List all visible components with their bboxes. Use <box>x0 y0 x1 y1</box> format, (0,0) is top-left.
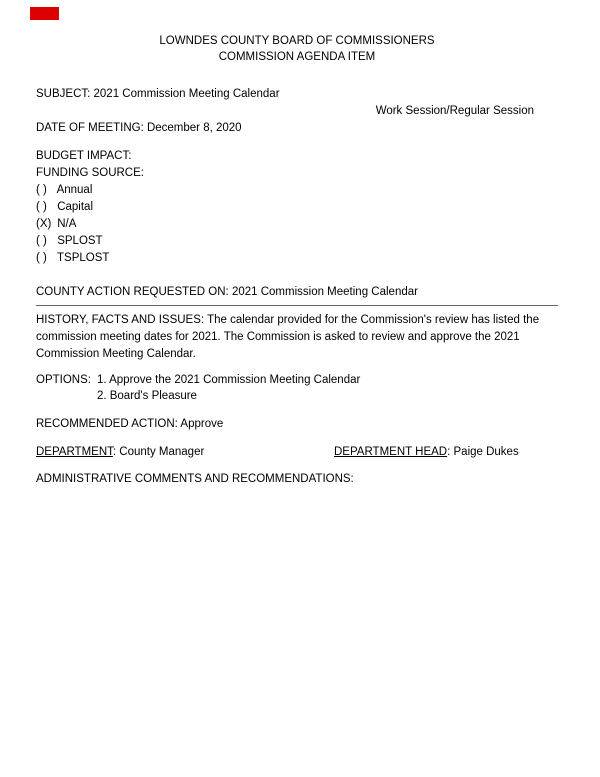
budget-impact-line: BUDGET IMPACT: <box>36 150 132 162</box>
funding-option-label: SPLOST <box>57 235 103 247</box>
session-type-line: Work Session/Regular Session <box>375 105 534 117</box>
funding-option-tsplost <box>36 250 558 267</box>
funding-option-label: TSPLOST <box>57 252 110 264</box>
red-marker-box <box>30 7 59 20</box>
options-list <box>97 372 360 404</box>
department-head-value: : Paige Dukes <box>447 446 519 458</box>
checkbox-mark-checked: (X) <box>36 218 52 230</box>
options-block <box>36 372 558 404</box>
funding-option-splost <box>36 233 558 250</box>
option-item-1: 1. Approve the 2021 Commission Meeting Calendar <box>96 374 361 386</box>
funding-option-capital <box>36 199 558 216</box>
funding-option-annual <box>36 182 558 199</box>
department-head-field <box>334 444 519 461</box>
department-head-label: DEPARTMENT HEAD <box>334 446 448 458</box>
checkbox-mark: ( ) <box>36 184 47 196</box>
history-facts-issues: HISTORY, FACTS AND ISSUES: The calendar provided for the Commission's review has listed the commission meeting dates for 2021. The Commission is asked to review and approve the 2021 Commission Meeting Calendar. <box>36 314 540 360</box>
county-action-line: COUNTY ACTION REQUESTED ON: 2021 Commission Meeting Calendar <box>36 284 558 306</box>
checkbox-mark: ( ) <box>36 235 47 247</box>
department-field <box>36 444 334 461</box>
subject-line: SUBJECT: 2021 Commission Meeting Calendar <box>36 88 280 100</box>
funding-option-label: N/A <box>57 218 77 230</box>
date-of-meeting-line: DATE OF MEETING: December 8, 2020 <box>36 122 242 134</box>
funding-option-label: Annual <box>56 184 93 196</box>
funding-option-label: Capital <box>57 201 94 213</box>
checkbox-mark: ( ) <box>36 201 47 213</box>
department-row <box>36 444 558 461</box>
funding-option-na <box>36 216 558 233</box>
title-line-2: COMMISSION AGENDA ITEM <box>218 51 376 63</box>
administrative-comments-line: ADMINISTRATIVE COMMENTS AND RECOMMENDATIONS: <box>36 473 354 485</box>
funding-source-line: FUNDING SOURCE: <box>36 167 144 179</box>
department-value: : County Manager <box>112 446 205 458</box>
options-label: OPTIONS: <box>36 374 91 386</box>
checkbox-mark: ( ) <box>36 252 47 264</box>
option-item-2: 2. Board's Pleasure <box>96 390 197 402</box>
document-title <box>36 33 558 65</box>
title-line-1: LOWNDES COUNTY BOARD OF COMMISSIONERS <box>159 35 435 47</box>
recommended-action-line: RECOMMENDED ACTION: Approve <box>36 418 224 430</box>
department-label: DEPARTMENT <box>36 446 113 458</box>
